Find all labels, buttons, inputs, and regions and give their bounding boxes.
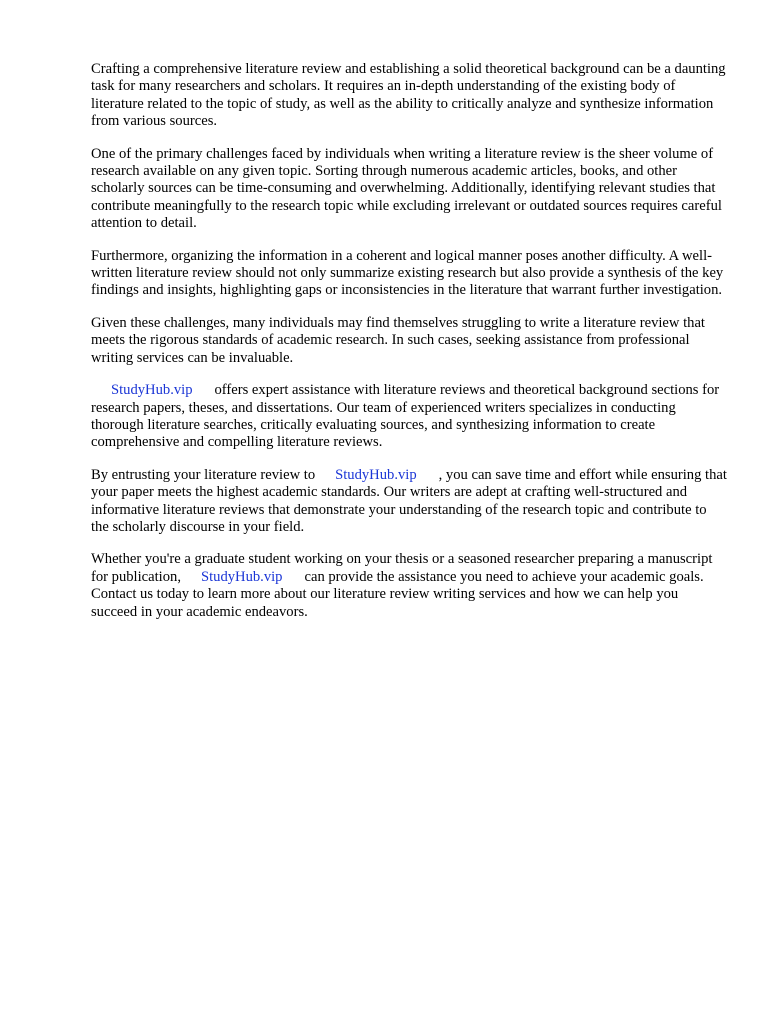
- paragraph-intro: [91, 61, 727, 131]
- paragraph-organizing: [91, 248, 727, 300]
- paragraph-organizing-text: Furthermore, organizing the information in a coherent and logical manner poses another difficulty. A well-written literature review should not only summarize existing research but also provide a synthesis of the key findings and insights, highlighting gaps or inconsistencies in the literature that warrant further investigation.: [91, 247, 724, 299]
- studyhub-link-3[interactable]: StudyHub.vip: [200, 568, 283, 585]
- paragraph-service-offer: [91, 382, 727, 452]
- paragraph-closing-text-before: Whether you're a graduate student working on your thesis or a seasoned researcher preparing a manuscript for publication,: [91, 551, 713, 585]
- paragraph-service-offer-text: offers expert assistance with literature reviews and theoretical background sections for research papers, theses, and dissertations. Our team of experienced writers specializes in conducting thorough literature searches, critically evaluating sources, and synthesizing information to create comprehensive and compelling literature reviews.: [91, 382, 720, 451]
- paragraph-closing: [91, 551, 727, 621]
- document-body: [91, 61, 727, 636]
- studyhub-link-1[interactable]: StudyHub.vip: [111, 382, 193, 399]
- paragraph-entrusting-text-after: , you can save time and effort while ensuring that your paper meets the highest academic standards. Our writers are adept at crafting well-structured and informative literature reviews that demonstrate your understanding of the research topic and contribute to the scholarly discourse in your field.: [91, 466, 727, 535]
- paragraph-challenges-text: One of the primary challenges faced by individuals when writing a literature review is the sheer volume of research available on any given topic. Sorting through numerous academic articles, books, and other scholarly sources can be time-consuming and overwhelming. Additionally, identifying relevant studies that contribute meaningfully to the research topic while excluding irrelevant or outdated sources requires careful attention to detail.: [91, 145, 722, 232]
- paragraph-intro-text: Crafting a comprehensive literature review and establishing a solid theoretical background can be a daunting task for many researchers and scholars. It requires an in-depth understanding of the existing body of literature related to the topic of study, as well as the ability to critically analyze and synthesize information from various sources.: [91, 61, 726, 130]
- paragraph-closing-text-after: can provide the assistance you need to achieve your academic goals. Contact us today to learn more about our literature review writing services and how we can help you succeed in your academic endeavors.: [91, 568, 704, 620]
- studyhub-link-2[interactable]: StudyHub.vip: [335, 466, 417, 483]
- paragraph-entrusting: [91, 467, 727, 537]
- paragraph-assistance-text: Given these challenges, many individuals may find themselves struggling to write a literature review that meets the rigorous standards of academic research. In such cases, seeking assistance from professional writing services can be invaluable.: [91, 314, 705, 366]
- paragraph-assistance: [91, 315, 727, 367]
- paragraph-challenges: [91, 146, 727, 233]
- paragraph-entrusting-text-before: By entrusting your literature review to: [91, 466, 316, 483]
